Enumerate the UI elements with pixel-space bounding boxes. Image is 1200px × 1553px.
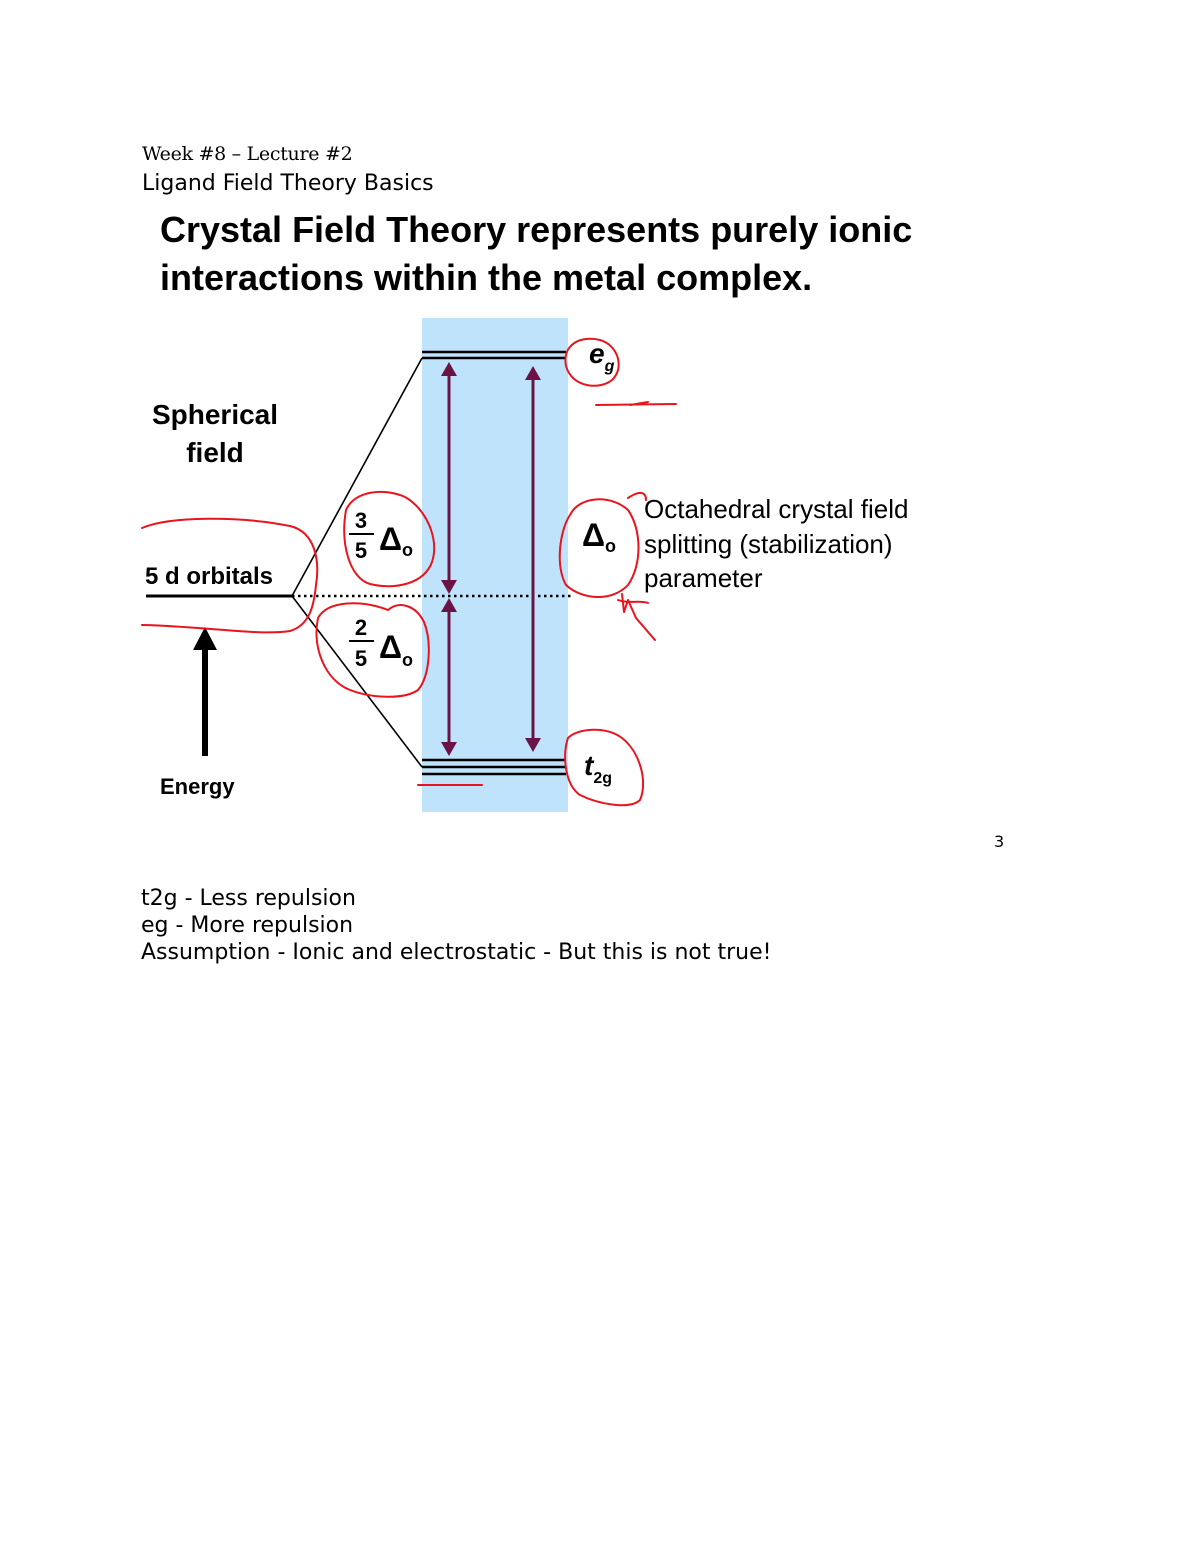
svg-text:5: 5 [354,538,368,563]
lecture-subtitle: Ligand Field Theory Basics [142,171,434,196]
svg-text:o: o [402,540,413,560]
spherical-field-label: Spherical [151,399,279,430]
octahedral-description-line2: splitting (stabilization) [644,529,893,559]
t2g-label: $t_{2g}$ [584,750,612,787]
three-fifths-delta [349,508,413,563]
energy-label: Energy [160,774,235,799]
octahedral-description-line1: Octahedral crystal field [644,494,909,524]
five-d-orbitals-label: 5 d orbitals [145,563,274,590]
slide-title-line2: interactions within the metal complex. [160,257,813,298]
svg-text:Δ: Δ [582,517,605,553]
spherical-field-label-2: field [186,437,244,468]
splitting-highlight [422,318,568,812]
svg-text:3: 3 [354,508,368,533]
svg-text:Δ: Δ [379,521,402,557]
delta-o-label [582,517,616,556]
svg-text:5: 5 [354,646,368,671]
slide-title-line1: Crystal Field Theory represents purely ionic [160,209,913,250]
energy-axis-arrow [193,627,217,756]
svg-text:2: 2 [354,615,368,640]
svg-text:Δ: Δ [379,629,402,665]
svg-text:o: o [402,650,413,670]
crystal-field-slide [140,205,1040,830]
two-fifths-delta [349,615,413,671]
octahedral-description-line3: parameter [644,563,763,593]
note-line: t2g - Less repulsion [141,886,356,911]
lecture-notes [141,885,771,966]
note-line: Assumption - Ionic and electrostatic - But this is not true! [141,940,772,965]
eg-label: $e_g$ [589,338,615,375]
svg-text:o: o [605,536,616,556]
week-lecture-heading: Week #8 – Lecture #2 [142,143,353,165]
note-line: eg - More repulsion [141,913,354,938]
slide-page-number: 3 [994,832,1005,851]
